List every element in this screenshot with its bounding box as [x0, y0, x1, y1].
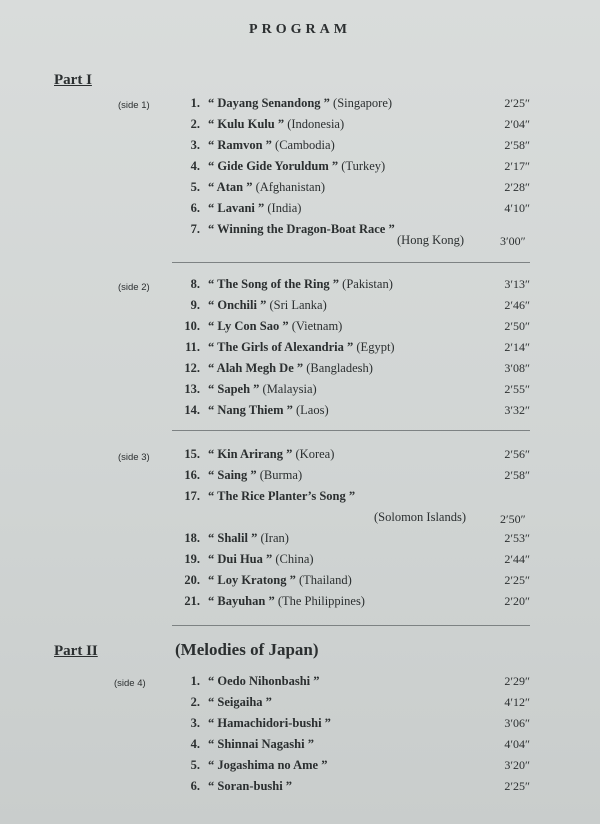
track-origin: (The Philippines) [277, 594, 365, 608]
track-row [170, 382, 530, 402]
track-origin: (Egypt) [356, 340, 395, 354]
track-number: 8. [190, 277, 200, 291]
track-number: 17. [184, 489, 200, 503]
track-title: “ Jogashima no Ame ” [208, 758, 328, 772]
track-title: “ Kin Arirang ” [208, 447, 293, 461]
track-title: “ Soran-bushi ” [208, 779, 293, 793]
track-duration: 3′20″ [504, 758, 530, 772]
track-origin: (Laos) [295, 403, 329, 417]
track-title: “ Winning the Dragon-Boat Race ” [208, 222, 395, 236]
track-origin: (Korea) [295, 447, 335, 461]
track-title: “ Kulu Kulu ” [208, 117, 285, 131]
track-duration: 2′55″ [504, 382, 530, 396]
page-title: PROGRAM [249, 22, 351, 37]
track-row [170, 468, 530, 488]
track-number: 5. [190, 758, 200, 772]
track-origin: (Turkey) [341, 159, 386, 173]
track-number: 20. [184, 573, 200, 587]
track-duration: 2′50″ [504, 319, 530, 333]
track-number: 2. [190, 117, 200, 131]
track-title: “ Sapeh ” [208, 382, 260, 396]
track-origin: (Iran) [260, 531, 289, 545]
track-origin: (Afghanistan) [255, 180, 325, 194]
track-row [170, 222, 530, 242]
track-number: 3. [190, 138, 200, 152]
section-divider [172, 625, 530, 626]
track-title: “ Onchili ” [208, 298, 267, 312]
track-title: “ Nang Thiem ” [208, 403, 293, 417]
track-title: “ Hamachidori-bushi ” [208, 716, 331, 730]
track-title: “ Oedo Nihonbashi ” [208, 674, 320, 688]
track-origin: (Burma) [259, 468, 303, 482]
part-1-heading: Part I [54, 72, 92, 88]
track-row [170, 159, 530, 179]
track-row [170, 138, 530, 158]
track-row [170, 180, 530, 200]
track-title: “ Shalil ” [208, 531, 258, 545]
track-duration: 2′20″ [504, 594, 530, 608]
track-title: “ Alah Megh De ” [208, 361, 304, 375]
track-number: 11. [185, 340, 200, 354]
track-duration: 2′58″ [504, 468, 530, 482]
track-number: 1. [190, 96, 200, 110]
side-4-label: (side 4) [114, 678, 146, 689]
track-duration: 2′17″ [504, 159, 530, 173]
track-number: 4. [190, 737, 200, 751]
track-origin: (Cambodia) [275, 138, 335, 152]
track-duration: 2′44″ [504, 552, 530, 566]
track-number: 21. [184, 594, 200, 608]
track-row [170, 674, 530, 694]
track-duration: 2′58″ [504, 138, 530, 152]
track-origin: (India) [267, 201, 302, 215]
track-number: 12. [184, 361, 200, 375]
track-title: “ Shinnai Nagashi ” [208, 737, 314, 751]
track-row [170, 489, 530, 509]
track-number: 5. [190, 180, 200, 194]
track-number: 9. [190, 298, 200, 312]
track-duration: 2′56″ [504, 447, 530, 461]
track-number: 3. [190, 716, 200, 730]
track-origin: (Pakistan) [342, 277, 393, 291]
track-row [170, 716, 530, 736]
track-number: 6. [190, 201, 200, 215]
track-duration: 4′04″ [504, 737, 530, 751]
track-title: “ Saing ” [208, 468, 257, 482]
track-title: “ Ramvon ” [208, 138, 272, 152]
track-row [170, 758, 530, 778]
track-row [170, 361, 530, 381]
track-number: 15. [184, 447, 200, 461]
track-origin: (Singapore) [333, 96, 393, 110]
side-3-label: (side 3) [118, 452, 150, 463]
track-title: “ Bayuhan ” [208, 594, 275, 608]
track-number: 4. [190, 159, 200, 173]
track-duration: 2′29″ [504, 674, 530, 688]
track-number: 6. [190, 779, 200, 793]
track-title: “ The Rice Planter’s Song ” [208, 489, 356, 503]
track-row [170, 695, 530, 715]
track-title: “ Atan ” [208, 180, 253, 194]
side-2-label: (side 2) [118, 282, 150, 293]
track-row [170, 594, 530, 614]
section-divider [172, 262, 530, 263]
track-duration: 2′50″ [500, 512, 526, 526]
track-row [170, 277, 530, 297]
track-duration: 2′28″ [504, 180, 530, 194]
track-origin: (Indonesia) [287, 117, 345, 131]
track-duration: 4′10″ [504, 201, 530, 215]
track-duration: 2′53″ [504, 531, 530, 545]
track-origin: (Thailand) [298, 573, 352, 587]
track-origin: (Sri Lanka) [269, 298, 327, 312]
track-row [170, 403, 530, 423]
track-row [170, 96, 530, 116]
track-row [170, 319, 530, 339]
track-title: “ Dayang Senandong ” [208, 96, 330, 110]
track-row [170, 779, 530, 799]
track-number: 18. [184, 531, 200, 545]
track-title: “ The Girls of Alexandria ” [208, 340, 354, 354]
track-duration: 3′08″ [504, 361, 530, 375]
track-row [170, 531, 530, 551]
track-number: 19. [184, 552, 200, 566]
track-title: “ The Song of the Ring ” [208, 277, 340, 291]
track-origin: (Malaysia) [262, 382, 317, 396]
track-duration: 3′00″ [500, 234, 526, 248]
track-number: 16. [184, 468, 200, 482]
track-origin: (Bangladesh) [306, 361, 373, 375]
track-row [170, 573, 530, 593]
track-row [170, 201, 530, 221]
track-row [170, 298, 530, 318]
track-duration: 2′14″ [504, 340, 530, 354]
section-divider [172, 430, 530, 431]
part-2-heading: Part II [54, 643, 98, 659]
track-duration: 2′25″ [504, 573, 530, 587]
track-title: “ Lavani ” [208, 201, 265, 215]
part-2-subtitle: (Melodies of Japan) [175, 640, 319, 659]
track-number: 14. [184, 403, 200, 417]
side-1-label: (side 1) [118, 100, 150, 111]
track-number: 10. [184, 319, 200, 333]
track-duration: 2′25″ [504, 779, 530, 793]
track-title: “ Dui Hua ” [208, 552, 273, 566]
track-duration: 4′12″ [504, 695, 530, 709]
track-origin: (Vietnam) [291, 319, 343, 333]
track-row [170, 340, 530, 360]
track-row [170, 117, 530, 137]
track-duration: 2′04″ [504, 117, 530, 131]
track-origin: (China) [275, 552, 314, 566]
track-duration: 2′46″ [504, 298, 530, 312]
track-duration: 3′06″ [504, 716, 530, 730]
track-row [170, 737, 530, 757]
track-row [170, 552, 530, 572]
track-number: 7. [190, 222, 200, 236]
track-row [170, 447, 530, 467]
track-origin-continued: (Hong Kong) [397, 233, 465, 247]
track-number: 2. [190, 695, 200, 709]
track-duration: 3′13″ [504, 277, 530, 291]
track-duration: 3′32″ [504, 403, 530, 417]
track-duration: 2′25″ [504, 96, 530, 110]
track-title: “ Ly Con Sao ” [208, 319, 289, 333]
track-number: 1. [190, 674, 200, 688]
track-title: “ Gide Gide Yoruldum ” [208, 159, 339, 173]
track-title: “ Loy Kratong ” [208, 573, 296, 587]
track-origin-continued: (Solomon Islands) [374, 510, 467, 524]
track-number: 13. [184, 382, 200, 396]
track-title: “ Seigaiha ” [208, 695, 272, 709]
